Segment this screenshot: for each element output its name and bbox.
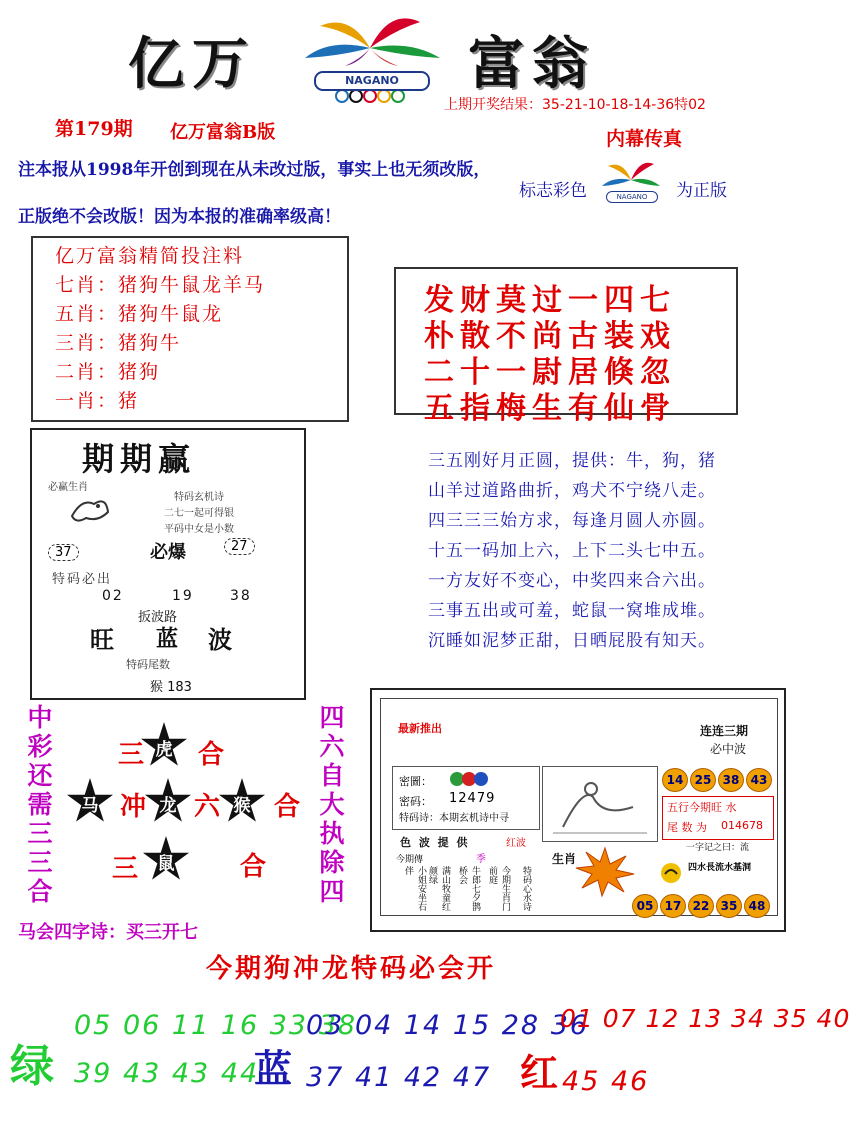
- tema-label: 特码必出: [52, 572, 113, 587]
- blue-poem: [428, 446, 718, 656]
- issue-period: 第179期: [55, 118, 133, 140]
- mihua-label: 密圖：: [399, 775, 432, 788]
- left-vertical-text: 中彩还需三三合: [24, 704, 53, 907]
- ball: 35: [716, 894, 742, 918]
- figure-drawing-icon: [542, 766, 658, 842]
- right-vertical-text: 四六自大执除四: [316, 704, 345, 907]
- title-left: 亿万: [128, 31, 256, 97]
- zodiac-sketch-icon: [68, 492, 112, 526]
- red-numbers-row: 01 07 12 13 34 35 40: [560, 1004, 850, 1033]
- star-hou: [218, 778, 266, 826]
- red-wave: 红波: [506, 838, 526, 849]
- col-text: 牛郎七夕鹊桥会: [457, 866, 480, 911]
- col-text: 今期傳: [396, 855, 424, 865]
- col-text: 特码心水诗: [521, 866, 531, 911]
- tema-number: 02: [102, 588, 124, 604]
- lan-label: 蓝: [156, 626, 179, 652]
- logo-label-left: 标志彩色: [519, 181, 587, 201]
- logo-label-right: 为正版: [676, 181, 727, 201]
- tema-number: 19: [172, 588, 194, 604]
- snake-burst-icon: [658, 860, 684, 886]
- poem-line: 发财莫过一四七: [424, 283, 676, 318]
- he-label: 合: [274, 792, 301, 822]
- star-label: 猴: [233, 796, 251, 816]
- star-label: 虎: [155, 740, 173, 760]
- poem-box: [394, 267, 738, 426]
- blue-label: 蓝: [254, 1046, 293, 1091]
- balls-bottom: [632, 894, 770, 918]
- sun-burst-icon: [572, 846, 638, 896]
- season-label: 季: [476, 854, 486, 865]
- ball: 17: [660, 894, 686, 918]
- wang-label: 旺: [90, 625, 114, 654]
- wuxing-label: 五行今期旺 水: [667, 801, 737, 814]
- tema-poem: 特码诗：本期玄机诗中寻: [399, 813, 509, 824]
- weishu-label: 尾 数 为: [667, 821, 707, 834]
- blue-poem-line: 一方友好不变心，中奖四来合六出。: [428, 571, 716, 591]
- qiqi-line: 二七一起可得银: [164, 508, 234, 519]
- san-label: 三: [112, 854, 139, 884]
- ball: 48: [744, 894, 770, 918]
- qiqi-title: 期期赢: [82, 440, 197, 478]
- tema-number: 38: [230, 588, 252, 604]
- red-label: 红: [520, 1050, 559, 1095]
- notice-line-1: 注本报从1998年开创到现在从未改过版，事实上也无须改版，: [18, 160, 491, 180]
- he-label: 合: [240, 852, 267, 882]
- newest-label: 最新推出: [398, 722, 442, 735]
- small-logo: [598, 158, 664, 210]
- picks-line: 一肖：猪: [55, 390, 140, 412]
- last-result: 上期开奖结果：35-21-10-18-14-36特02: [444, 97, 706, 113]
- picks-line: 三肖：猪狗牛: [55, 332, 182, 354]
- small-logo-text: NAGANO: [606, 191, 658, 203]
- tema-count: 特码尾数: [126, 658, 170, 671]
- poem-line: 朴散不尚古装戏: [424, 319, 676, 354]
- balls-pic-icon: [449, 769, 489, 789]
- green-numbers-row: 05 06 11 16 33 38: [74, 1010, 358, 1041]
- col-text: 今期生肖门前庭: [487, 866, 510, 911]
- blue-poem-line: 三五刚好月正圆，提供：牛，狗，猪: [428, 451, 716, 471]
- mima-value: 12479: [449, 791, 496, 806]
- star-label: 鼠: [157, 854, 175, 874]
- ball: 22: [688, 894, 714, 918]
- blue-poem-line: 三事五出或可羞，蛇鼠一窝堆成堆。: [428, 601, 716, 621]
- right-card: [370, 688, 786, 932]
- star-shu: [142, 836, 190, 884]
- col-text: 小姐安坐右伴: [403, 866, 426, 911]
- he-label: 合: [198, 740, 225, 770]
- blue-poem-line: 十五一码加上六，上下二头七中五。: [428, 541, 716, 561]
- blue-numbers-row: 37 41 42 47: [306, 1062, 492, 1093]
- star-label: 马: [81, 796, 99, 816]
- horse-poem: 马会四字诗：买三开七: [18, 922, 198, 943]
- must-label: 必赢生肖: [48, 482, 88, 493]
- picks-line: 七肖：猪狗牛鼠龙羊马: [55, 274, 266, 296]
- blue-poem-line: 沉睡如泥梦正甜，日晒屁股有知天。: [428, 631, 716, 651]
- num-right: 27: [224, 538, 255, 555]
- nagano-logo: [290, 8, 450, 108]
- bo-title: 扳波路: [138, 610, 178, 625]
- green-label: 绿: [10, 1041, 54, 1092]
- col-text: 满山牧童红颜绿: [427, 866, 450, 911]
- mima-label: 密码：: [399, 795, 432, 808]
- wuxing-box: [662, 796, 774, 840]
- star-hu: [140, 722, 188, 770]
- sheng-xiao: 生肖: [552, 852, 577, 866]
- title-right: 富翁: [468, 31, 596, 97]
- star-ma: [66, 778, 114, 826]
- ball: 25: [690, 768, 716, 792]
- three-period: 连连三期: [700, 724, 749, 738]
- flower-logo-icon: [290, 8, 450, 108]
- notice-line-2: 正版绝不会改版！因为本报的准确率级高！: [18, 207, 341, 227]
- bo-label: 波: [208, 625, 232, 654]
- chong-label: 冲: [120, 792, 147, 822]
- liu-label: 六: [194, 792, 221, 822]
- picks-line: 五肖：猪狗牛鼠龙: [55, 303, 224, 325]
- weishu-value: 014678: [721, 819, 763, 832]
- monkey-label: 猴 183: [150, 680, 192, 695]
- tagline: 今期狗冲龙特码必会开: [206, 954, 497, 984]
- qiqi-box: [30, 428, 306, 700]
- picks-box: [31, 236, 349, 422]
- balls-top: [662, 768, 772, 792]
- num-left: 37: [48, 544, 79, 561]
- green-numbers-row: 39 43 43 44: [74, 1058, 260, 1089]
- star-label: 龙: [159, 796, 177, 816]
- star-long: [144, 778, 192, 826]
- qiqi-line: 平码中女是小数: [164, 524, 234, 535]
- blue-numbers-row: 03 04 14 15 28 36: [306, 1010, 590, 1041]
- qiqi-line: 特码玄机诗: [174, 492, 224, 503]
- ball: 05: [632, 894, 658, 918]
- blue-poem-line: 山羊过道路曲折，鸡犬不宁绕八走。: [428, 481, 716, 501]
- color-wave: 色 波 提 供: [400, 836, 470, 849]
- issue-edition: 亿万富翁B版: [170, 122, 276, 143]
- yi-zi: 一字记之曰：流: [686, 843, 750, 853]
- logo-text: NAGANO: [314, 71, 430, 91]
- picks-title: 亿万富翁精简投注料: [55, 245, 245, 267]
- ball: 43: [746, 768, 772, 792]
- blue-poem-line: 四三三三始方求，每逢月圆人亦圆。: [428, 511, 716, 531]
- ball: 38: [718, 768, 744, 792]
- mima-box: [392, 766, 540, 830]
- must-wave: 必中波: [710, 742, 747, 756]
- san-label: 三: [118, 740, 145, 770]
- picks-line: 二肖：猪狗: [55, 361, 161, 383]
- curtain-label: 内幕传真: [606, 128, 683, 150]
- red-numbers-row: 45 46: [562, 1066, 650, 1097]
- poem-line: 五指梅生有仙骨: [424, 391, 676, 426]
- bao-label: 必爆: [150, 542, 186, 563]
- poem-line: 二十一尉居倏忽: [424, 355, 676, 390]
- shui-chang: 四水長流水基洞: [688, 863, 752, 873]
- ball: 14: [662, 768, 688, 792]
